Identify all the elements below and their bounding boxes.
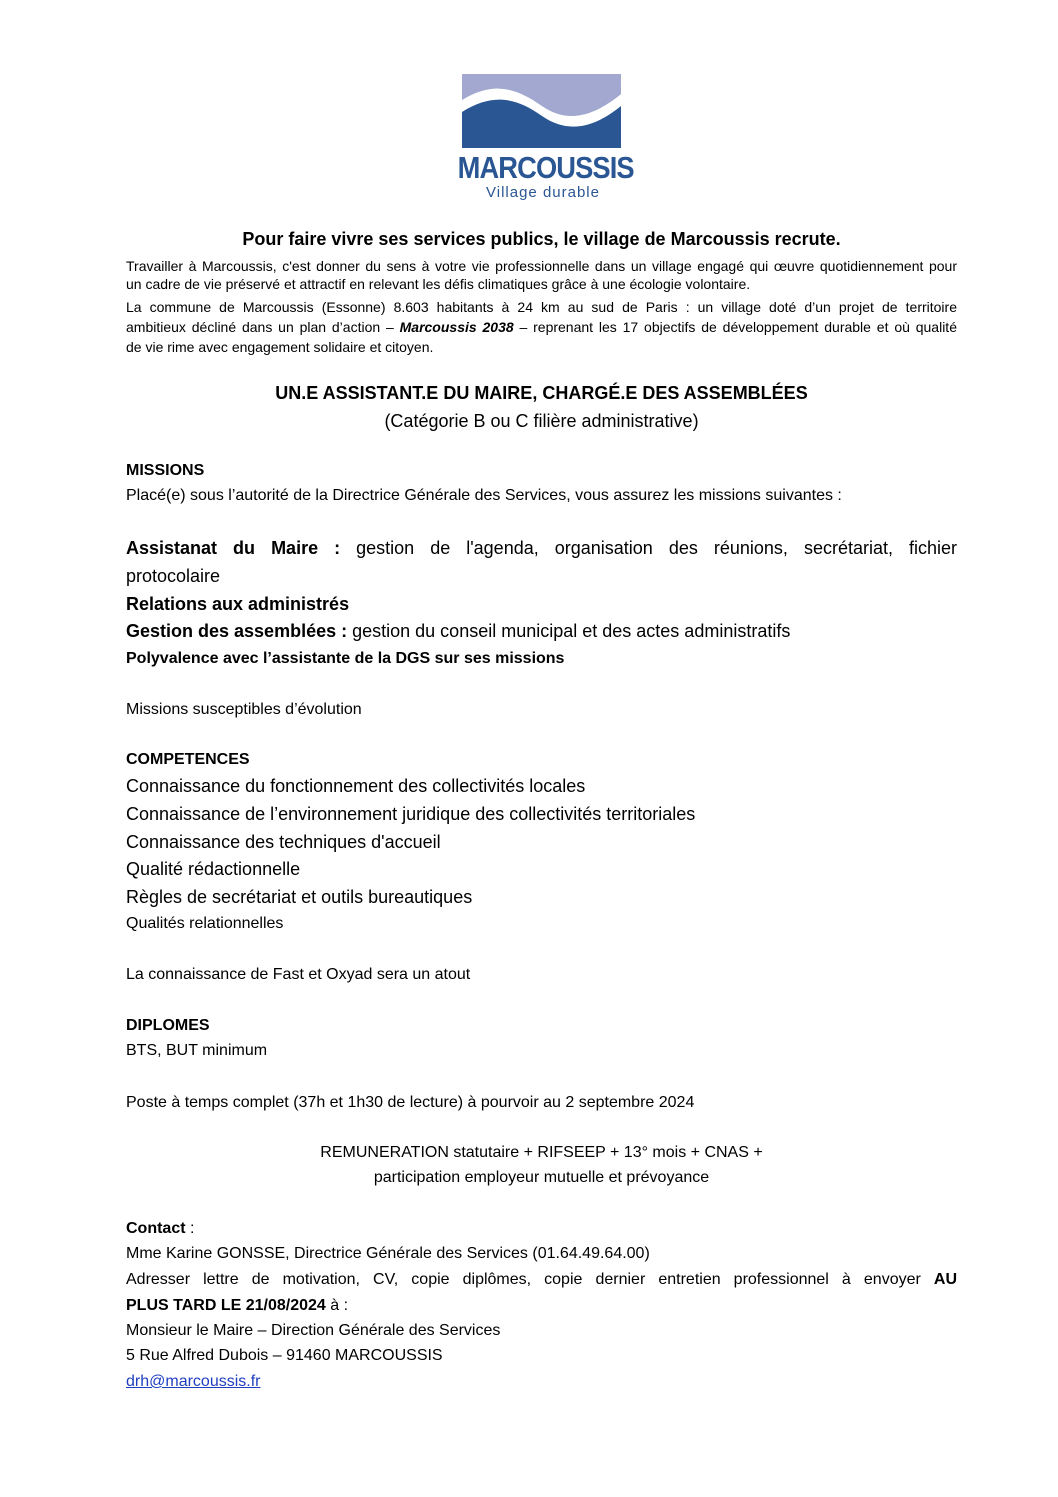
intro-p2-line3: de vie rime avec engagement solidaire et citoyen. bbox=[126, 339, 434, 355]
diplomes-heading: DIPLOMES bbox=[126, 1017, 210, 1034]
intro-p2-line1: La commune de Marcoussis (Essonne) 8.603 habitants à 24 km au sud de Paris : un village doté d’un projet de territoire bbox=[126, 299, 957, 315]
contact-person: Mme Karine GONSSE, Directrice Générale des Services (01.64.49.64.00) bbox=[126, 1245, 650, 1262]
diplomes-text: BTS, BUT minimum bbox=[126, 1042, 268, 1059]
contact-send-line1 bbox=[126, 1271, 957, 1289]
competence-item-relational: Qualités relationnelles bbox=[126, 915, 284, 932]
mission-item-assistanat bbox=[126, 538, 957, 559]
missions-evolution: Missions susceptibles d’évolution bbox=[126, 701, 362, 718]
remuneration-line1: REMUNERATION statutaire + RIFSEEP + 13° mois + CNAS + bbox=[320, 1144, 763, 1161]
competence-atout: La connaissance de Fast et Oxyad sera un atout bbox=[126, 966, 471, 983]
contact-email-row bbox=[126, 1373, 957, 1391]
logo-tagline: Village durable bbox=[486, 184, 600, 201]
contact-send-after: à : bbox=[325, 1297, 349, 1314]
contact-send-line2 bbox=[126, 1297, 957, 1315]
intro-p1-line2: un cadre de vie préservé et attractif en relevant les défis climatiques grâce à une écologie volontaire. bbox=[126, 276, 751, 292]
contact-label: Contact bbox=[126, 1220, 186, 1237]
competences-heading: COMPETENCES bbox=[126, 751, 250, 768]
mission-item-polyvalence: Polyvalence avec l’assistante de la DGS sur ses missions bbox=[126, 650, 565, 667]
mission-item-assemblees bbox=[126, 621, 957, 642]
contact-email-link[interactable]: drh@marcoussis.fr bbox=[126, 1373, 261, 1390]
mission-text: gestion de l'agenda, organisation des réunions, secrétariat, fichier bbox=[340, 538, 958, 558]
intro-p2-text: ambitieux décliné dans un plan d’action – bbox=[126, 319, 400, 335]
job-title: UN.E ASSISTANT.E DU MAIRE, CHARGÉ.E DES ASSEMBLÉES bbox=[275, 383, 808, 403]
poste-details: Poste à temps complet (37h et 1h30 de lecture) à pourvoir au 2 septembre 2024 bbox=[126, 1094, 695, 1111]
remuneration-line2: participation employeur mutuelle et prévoyance bbox=[373, 1169, 710, 1186]
contact-address: 5 Rue Alfred Dubois – 91460 MARCOUSSIS bbox=[126, 1347, 443, 1364]
contact-recipient: Monsieur le Maire – Direction Générale des Services bbox=[126, 1322, 501, 1339]
marcoussis-logo bbox=[446, 54, 640, 220]
missions-heading: MISSIONS bbox=[126, 462, 205, 479]
competence-item: Règles de secrétariat et outils bureautiques bbox=[126, 887, 473, 907]
competence-item: Connaissance de l’environnement juridique des collectivités territoriales bbox=[126, 804, 696, 824]
mission-label: Gestion des assemblées : bbox=[126, 621, 348, 641]
competence-item: Connaissance du fonctionnement des collectivités locales bbox=[126, 776, 586, 796]
contact-send-text: Adresser lettre de motivation, CV, copie diplômes, copie dernier entretien professionnel à envoyer bbox=[126, 1271, 934, 1288]
mission-label: Assistanat du Maire : bbox=[126, 538, 341, 558]
mission-item-relations: Relations aux administrés bbox=[126, 594, 350, 614]
mission-item-assistanat-cont: protocolaire bbox=[126, 566, 221, 586]
plan-name: Marcoussis 2038 bbox=[399, 319, 514, 335]
deadline-part1: AU bbox=[933, 1271, 957, 1288]
deadline: PLUS TARD LE 21/08/2024 bbox=[126, 1297, 326, 1314]
job-category: (Catégorie B ou C filière administrative) bbox=[384, 411, 699, 431]
contact-heading bbox=[126, 1220, 957, 1238]
competence-item: Qualité rédactionnelle bbox=[126, 859, 301, 879]
intro-p2-line2 bbox=[126, 319, 957, 335]
contact-label-suffix: : bbox=[185, 1220, 195, 1237]
competence-item: Connaissance des techniques d'accueil bbox=[126, 832, 441, 852]
intro-p1-line1: Travailler à Marcoussis, c'est donner du sens à votre vie professionnelle dans un village engagé qui œuvre quotidiennement pour bbox=[126, 258, 957, 274]
headline: Pour faire vivre ses services publics, le village de Marcoussis recrute. bbox=[242, 229, 841, 249]
mission-text: gestion du conseil municipal et des actes administratifs bbox=[347, 621, 791, 641]
logo-title: MARCOUSSIS bbox=[457, 150, 634, 185]
intro-p2-text-after: – reprenant les 17 objectifs de développement durable et où qualité bbox=[513, 319, 957, 335]
missions-intro: Placé(e) sous l’autorité de la Directrice Générale des Services, vous assurez les missions suivantes : bbox=[126, 487, 842, 504]
